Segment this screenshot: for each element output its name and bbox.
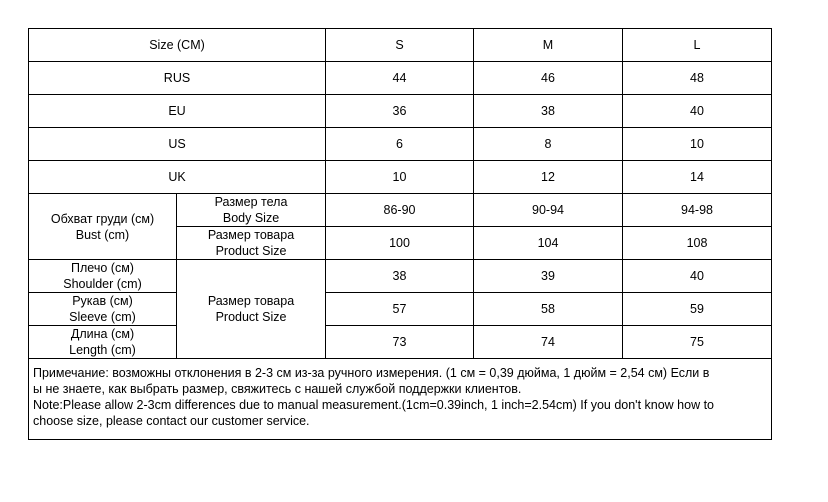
cell-value: 40 bbox=[623, 260, 772, 293]
cell-value: 100 bbox=[326, 227, 474, 260]
note-en-line-2: choose size, please contact our customer service. bbox=[33, 414, 310, 428]
body-size-label-ru: Размер тела bbox=[214, 195, 288, 209]
product-size-group-label-ru: Размер товара bbox=[207, 294, 295, 308]
cell-value: 59 bbox=[623, 293, 772, 326]
sleeve-label-ru: Рукав (см) bbox=[72, 294, 133, 308]
cell-value: 12 bbox=[474, 161, 623, 194]
row-label: UK bbox=[29, 161, 326, 194]
row-bust-body bbox=[29, 194, 772, 227]
cell-value: 10 bbox=[326, 161, 474, 194]
note-row bbox=[29, 359, 772, 440]
product-size-group-label bbox=[177, 260, 326, 359]
row-shoulder bbox=[29, 260, 772, 293]
cell-value: 48 bbox=[623, 62, 772, 95]
row-rus bbox=[29, 62, 772, 95]
header-row bbox=[29, 29, 772, 62]
length-label-en: Length (cm) bbox=[69, 343, 136, 357]
cell-value: 86-90 bbox=[326, 194, 474, 227]
cell-value: 44 bbox=[326, 62, 474, 95]
shoulder-label-ru: Плечо (см) bbox=[71, 261, 134, 275]
cell-value: 39 bbox=[474, 260, 623, 293]
cell-value: 10 bbox=[623, 128, 772, 161]
bust-label-en: Bust (cm) bbox=[75, 227, 130, 242]
row-us bbox=[29, 128, 772, 161]
body-size-label bbox=[177, 194, 326, 227]
cell-value: 38 bbox=[326, 260, 474, 293]
sleeve-label bbox=[29, 293, 177, 326]
cell-value: 74 bbox=[474, 326, 623, 359]
cell-value: 75 bbox=[623, 326, 772, 359]
length-label bbox=[29, 326, 177, 359]
shoulder-label bbox=[29, 260, 177, 293]
size-chart-table bbox=[28, 28, 772, 440]
measurement-note bbox=[29, 359, 772, 440]
bust-label-ru: Обхват груди (см) bbox=[50, 211, 155, 226]
size-m-header: M bbox=[474, 29, 623, 62]
cell-value: 94-98 bbox=[623, 194, 772, 227]
row-label: US bbox=[29, 128, 326, 161]
length-label-ru: Длина (см) bbox=[70, 327, 135, 341]
row-label: RUS bbox=[29, 62, 326, 95]
cell-value: 58 bbox=[474, 293, 623, 326]
cell-value: 14 bbox=[623, 161, 772, 194]
size-s-header: S bbox=[326, 29, 474, 62]
row-label: EU bbox=[29, 95, 326, 128]
row-length bbox=[29, 326, 772, 359]
cell-value: 40 bbox=[623, 95, 772, 128]
cell-value: 108 bbox=[623, 227, 772, 260]
cell-value: 73 bbox=[326, 326, 474, 359]
note-ru-line-1: Примечание: возможны отклонения в 2-3 см из-за ручного измерения. (1 см = 0,39 дюйма, 1 дюйм = 2,54 см) Если в bbox=[33, 366, 710, 380]
size-cm-header: Size (CM) bbox=[29, 29, 326, 62]
shoulder-label-en: Shoulder (cm) bbox=[63, 277, 142, 291]
body-size-label-en: Body Size bbox=[222, 211, 280, 225]
product-size-label bbox=[177, 227, 326, 260]
cell-value: 8 bbox=[474, 128, 623, 161]
product-size-label-ru: Размер товара bbox=[207, 228, 295, 242]
row-uk bbox=[29, 161, 772, 194]
product-size-group-label-en: Product Size bbox=[215, 310, 287, 324]
note-en-line-1: Note:Please allow 2-3cm differences due to manual measurement.(1cm=0.39inch, 1 inch=2.54cm) If you don't know how to bbox=[33, 398, 714, 412]
size-l-header: L bbox=[623, 29, 772, 62]
cell-value: 38 bbox=[474, 95, 623, 128]
note-ru-line-2: ы не знаете, как выбрать размер, свяжитесь с нашей службой поддержки клиентов. bbox=[33, 382, 522, 396]
cell-value: 90-94 bbox=[474, 194, 623, 227]
cell-value: 104 bbox=[474, 227, 623, 260]
cell-value: 6 bbox=[326, 128, 474, 161]
cell-value: 46 bbox=[474, 62, 623, 95]
cell-value: 36 bbox=[326, 95, 474, 128]
cell-value: 57 bbox=[326, 293, 474, 326]
row-sleeve bbox=[29, 293, 772, 326]
bust-label bbox=[29, 194, 177, 260]
product-size-label-en: Product Size bbox=[215, 244, 287, 258]
row-eu bbox=[29, 95, 772, 128]
sleeve-label-en: Sleeve (cm) bbox=[69, 310, 136, 324]
